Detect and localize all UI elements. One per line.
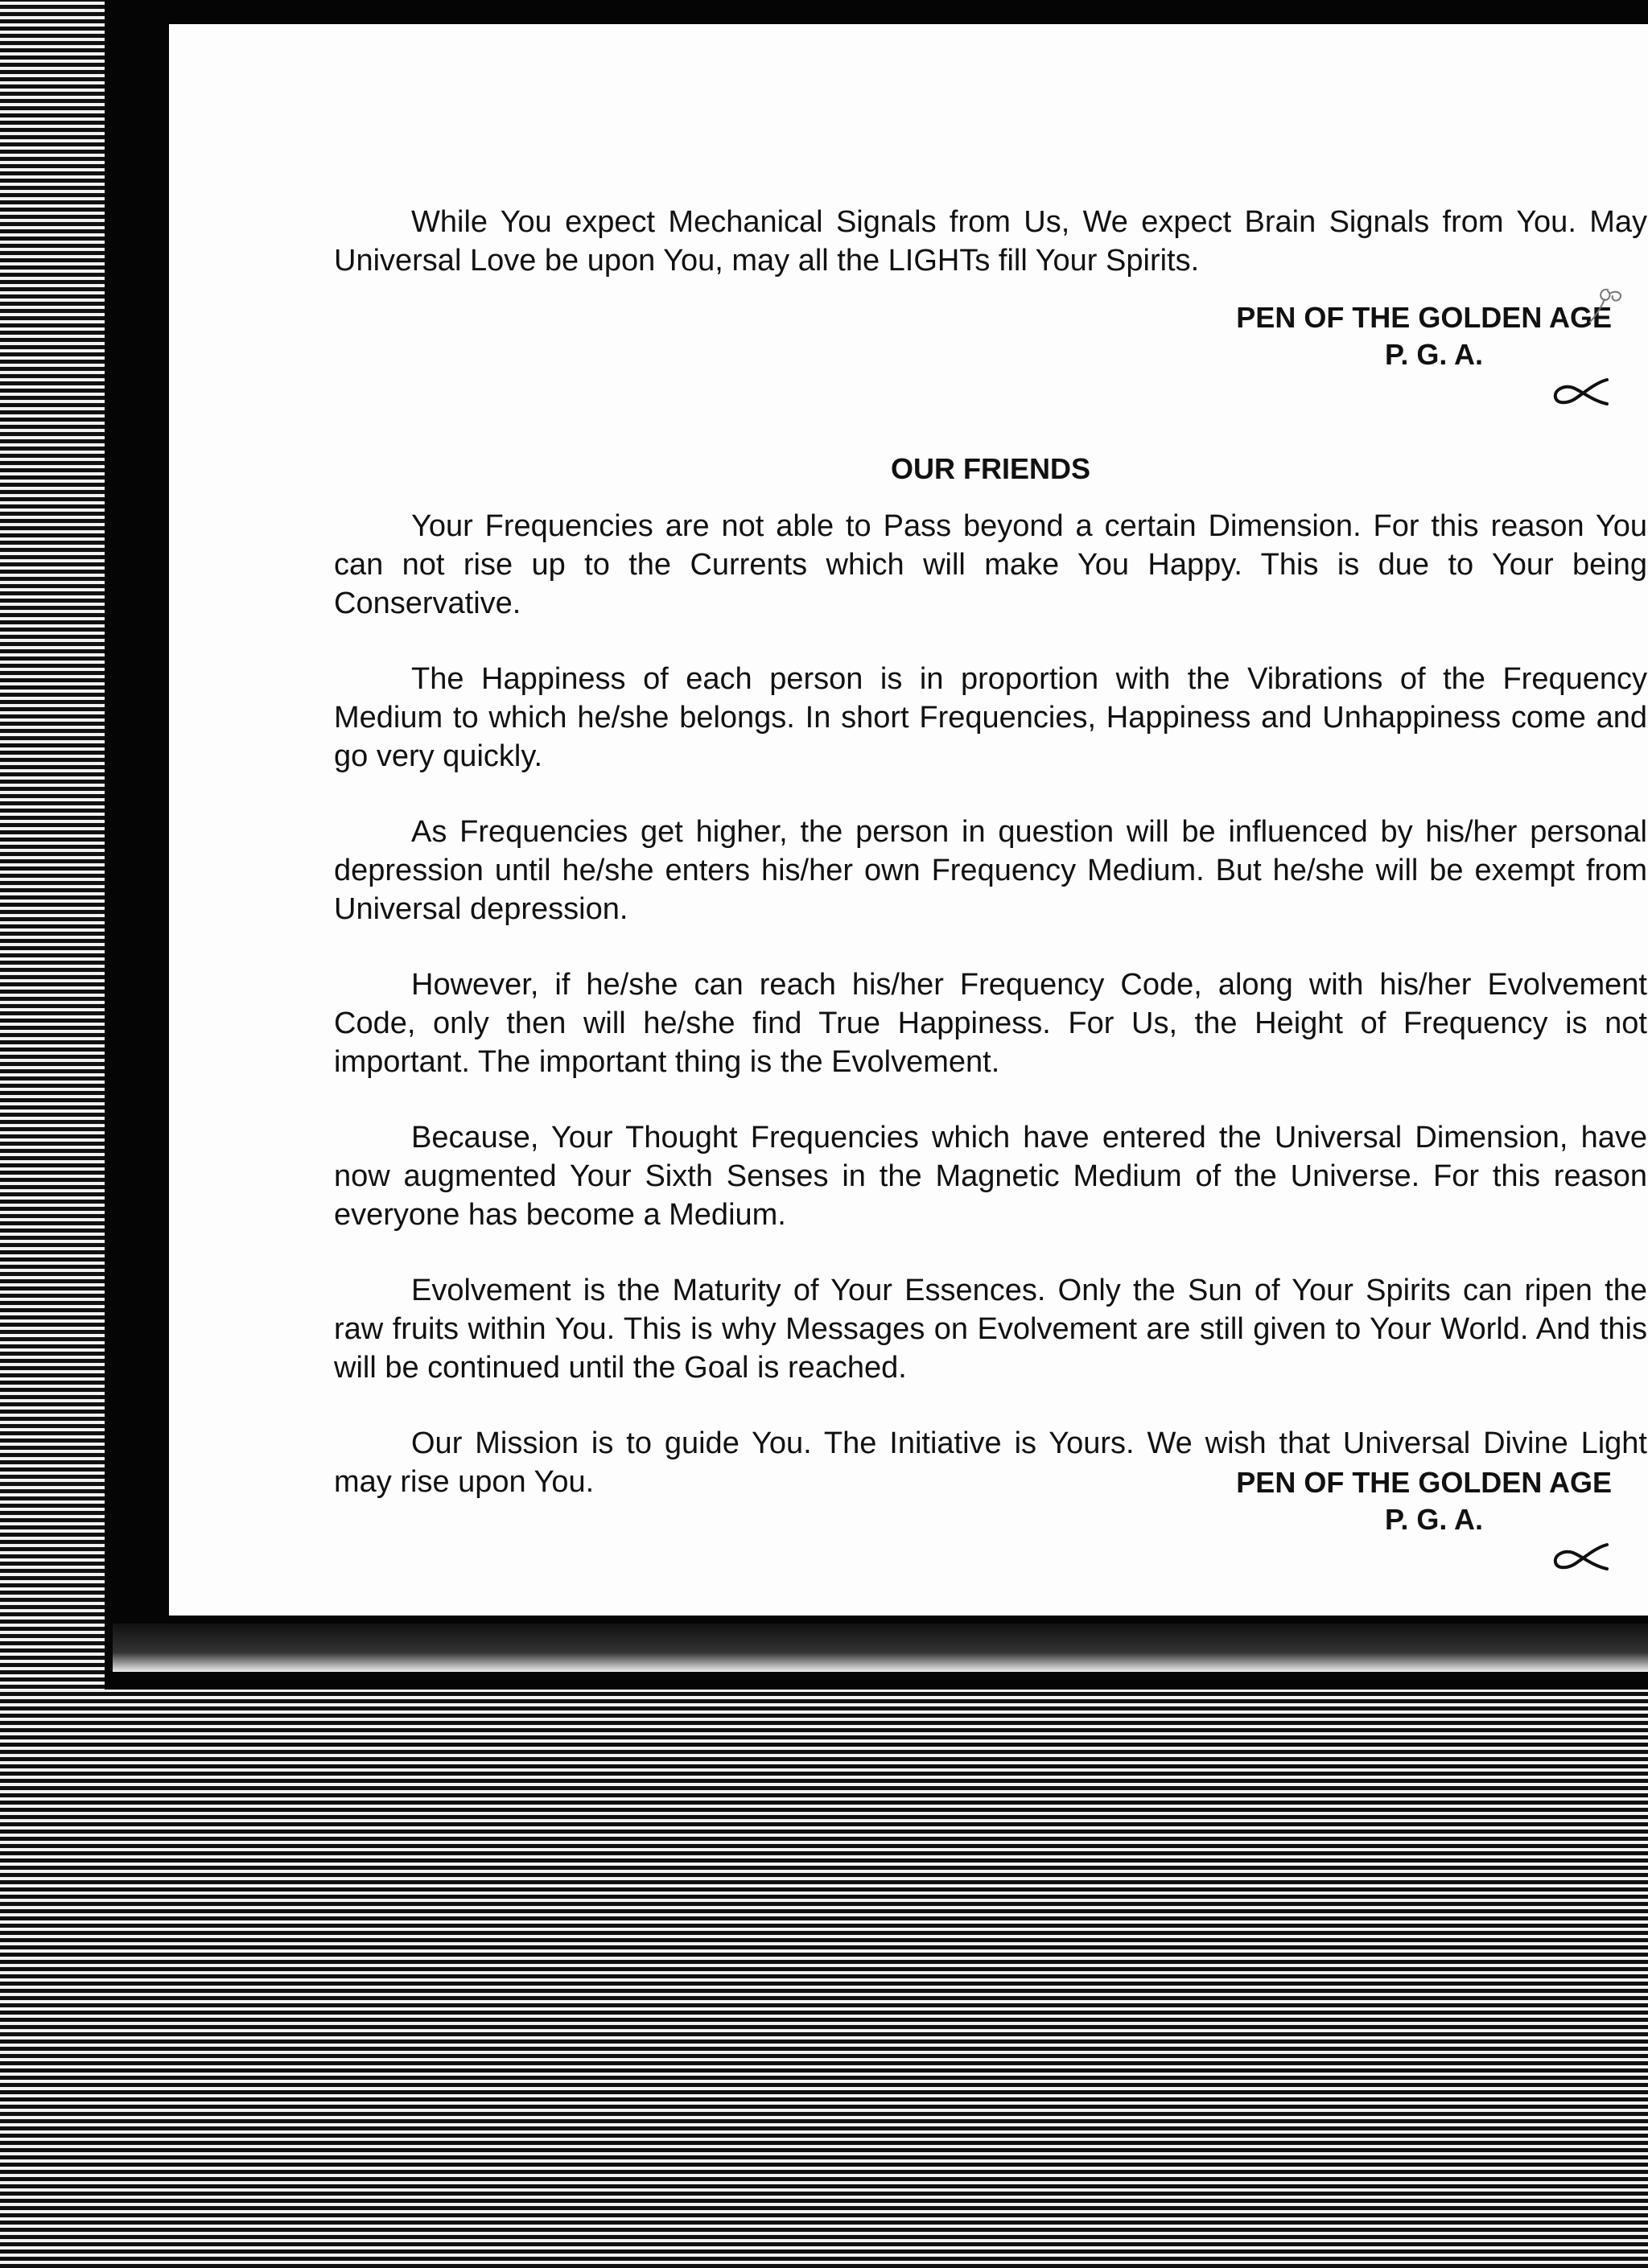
paragraph-5: Because, Your Thought Frequencies which have entered the Universal Dimension, have now augmented Your Sixth Senses in the Magnetic Medium of the Universe. For this reason everyone has become a Medium.: [334, 1121, 1647, 1232]
signature-initials: P. G. A.: [1384, 1503, 1483, 1536]
signature-name: PEN OF THE GOLDEN AGE: [1236, 301, 1612, 334]
paragraph-6: Evolvement is the Maturity of Your Essences. Only the Sun of Your Spirits can ripen the raw fruits within You. This is why Messages on Evolvement are still given to Your World. And this will be continued until the Goal is reached.: [334, 1274, 1647, 1385]
paragraph-1: Your Frequencies are not able to Pass beyond a certain Dimension. For this reason You can not rise up to the Currents which will make You Happy. This is due to Your being Conservative.: [334, 509, 1647, 620]
signature-initials: P. G. A.: [1384, 338, 1483, 371]
section-title: OUR FRIENDS: [890, 452, 1090, 485]
alpha-symbol-icon: [1395, 375, 1612, 416]
paragraph-3: As Frequencies get higher, the person in question will be influenced by his/her personal depression until he/she enters his/her own Frequency Medium. But he/she will be exempt from Universal depression.: [334, 815, 1647, 926]
handwritten-margin-mark-icon: [1584, 282, 1632, 334]
alpha-symbol-icon: [1395, 1540, 1612, 1581]
intro-paragraph: While You expect Mechanical Signals from Us, We expect Brain Signals from You. May Universal Love be upon You, may all the LIGHTs fill Your Spirits.: [334, 205, 1647, 278]
page-bottom-shadow: [113, 1624, 1648, 1672]
document-page: [169, 24, 1648, 1616]
paragraph-2: The Happiness of each person is in proportion with the Vibrations of the Frequency Medium to which he/she belongs. In short Frequencies, Happiness and Unhappiness come and go very quickly.: [334, 662, 1647, 773]
signature-top: [1161, 299, 1612, 416]
signature-name: PEN OF THE GOLDEN AGE: [1236, 1466, 1612, 1499]
paragraph-4: However, if he/she can reach his/her Frequency Code, along with his/her Evolvement Code, only then will he/she find True Happiness. For Us, the Height of Frequency is not important. The important thing is the Evolvement.: [334, 968, 1647, 1079]
paragraph-7: Our Mission is to guide You. The Initiative is Yours. We wish that Universal Divine Light may rise upon You.: [334, 1426, 1647, 1499]
intro-block: [334, 203, 1647, 280]
body-block: [334, 507, 1647, 1501]
signature-bottom: [1161, 1464, 1612, 1581]
